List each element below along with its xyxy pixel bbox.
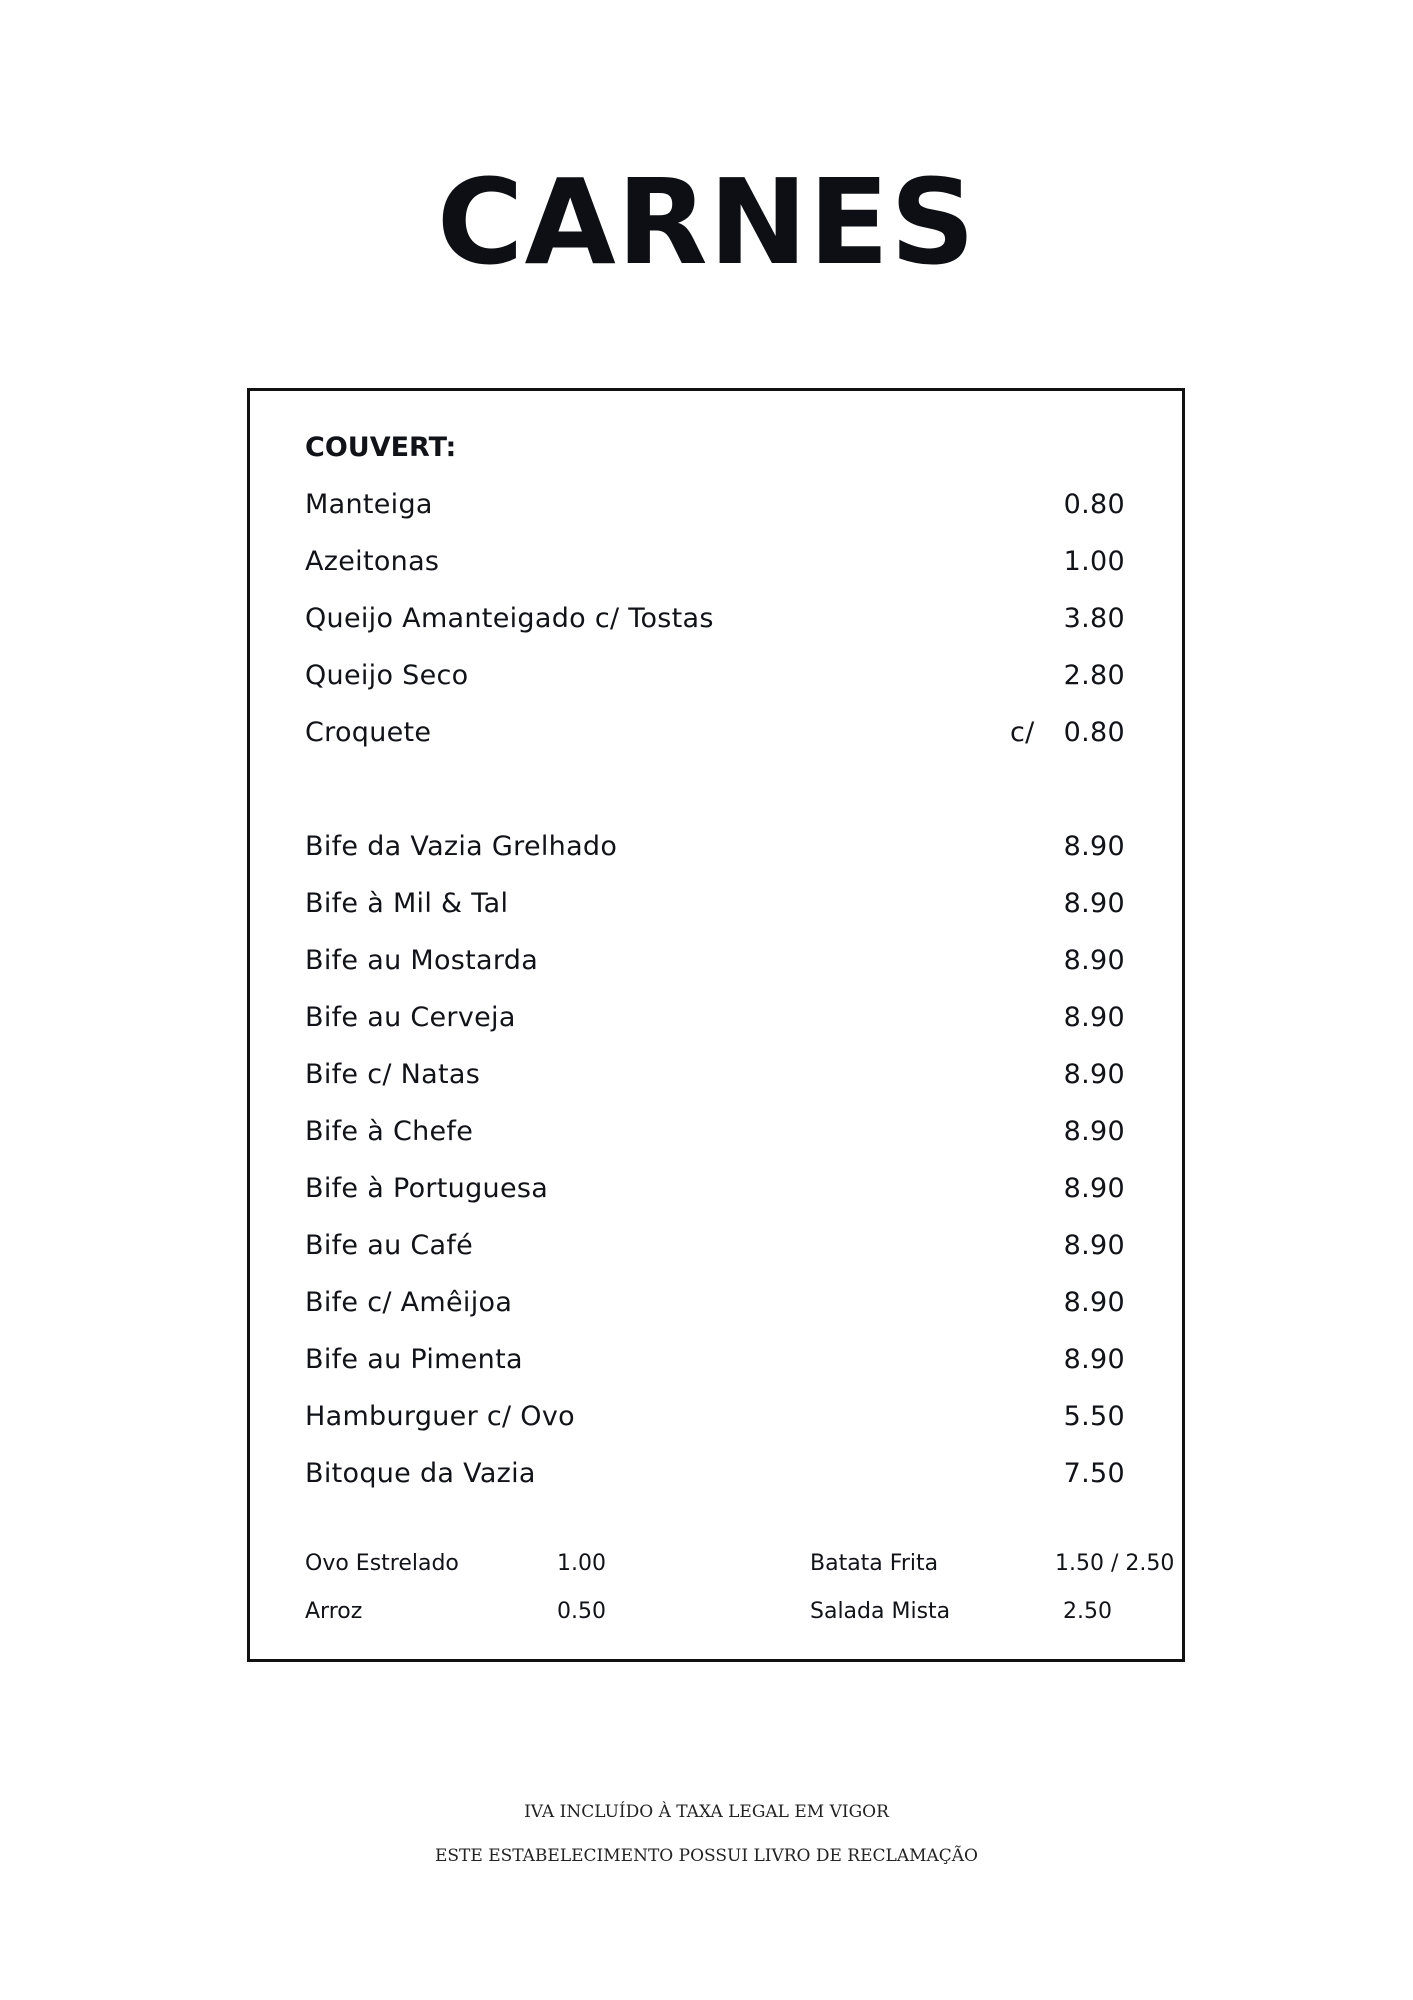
menu-item-price: 8.90 (1063, 888, 1125, 919)
side-dish-price: 1.50 / 2.50 (1055, 1551, 1175, 1576)
side-dishes-row (305, 1547, 1185, 1581)
side-dish-price: 1.00 (557, 1551, 606, 1576)
menu-item-manteiga (305, 485, 1125, 525)
side-dish-price: 2.50 (1063, 1599, 1112, 1624)
menu-item-price: 1.00 (1063, 546, 1125, 577)
menu-item-price: 8.90 (1063, 1173, 1125, 1204)
menu-item-bife-ameijoa (305, 1283, 1125, 1323)
side-dish-name: Arroz (305, 1599, 363, 1624)
footer-vat-notice: IVA INCLUÍDO À TAXA LEGAL EM VIGOR (524, 1802, 889, 1822)
menu-item-price: 3.80 (1063, 603, 1125, 634)
menu-item-name: Bife c/ Amêijoa (305, 1287, 513, 1318)
menu-item-name: Bife c/ Natas (305, 1059, 481, 1090)
menu-item-price: 2.80 (1063, 660, 1125, 691)
menu-item-price: 8.90 (1063, 1287, 1125, 1318)
menu-item-name: Queijo Seco (305, 660, 469, 691)
menu-item-bife-cerveja (305, 998, 1125, 1038)
menu-item-name: Bife au Café (305, 1230, 474, 1261)
menu-item-name: Bife au Cerveja (305, 1002, 516, 1033)
menu-item-name: Bife à Mil & Tal (305, 888, 509, 919)
menu-item-price: 8.90 (1063, 1230, 1125, 1261)
menu-item-price: 8.90 (1063, 831, 1125, 862)
menu-item-name: Queijo Amanteigado c/ Tostas (305, 603, 714, 634)
menu-item-bife-cafe (305, 1226, 1125, 1266)
menu-item-price: 0.80 (1063, 489, 1125, 520)
menu-item-name: Bife au Pimenta (305, 1344, 523, 1375)
menu-item-price: 8.90 (1063, 1116, 1125, 1147)
menu-item-price: 8.90 (1063, 1002, 1125, 1033)
menu-item-azeitonas (305, 542, 1125, 582)
side-dish-name: Ovo Estrelado (305, 1551, 459, 1576)
menu-item-name: Bitoque da Vazia (305, 1458, 536, 1489)
menu-item-name: Bife à Chefe (305, 1116, 474, 1147)
menu-item-queijo-amanteigado (305, 599, 1125, 639)
menu-item-bife-mil-tal (305, 884, 1125, 924)
menu-item-bife-portuguesa (305, 1169, 1125, 1209)
menu-item-name: Bife da Vazia Grelhado (305, 831, 618, 862)
footer-complaints-notice: ESTE ESTABELECIMENTO POSSUI LIVRO DE RECLAMAÇÃO (434, 1846, 978, 1866)
side-dish-name: Salada Mista (810, 1599, 951, 1624)
page-title: CARNES (436, 153, 977, 291)
menu-item-queijo-seco (305, 656, 1125, 696)
menu-item-price: 0.80 (1063, 717, 1125, 748)
menu-item-bife-vazia-grelhado (305, 827, 1125, 867)
menu-item-bitoque-vazia (305, 1454, 1125, 1494)
couvert-heading: COUVERT: (305, 432, 457, 463)
menu-item-price: 5.50 (1063, 1401, 1125, 1432)
menu-item-name: Bife à Portuguesa (305, 1173, 549, 1204)
menu-item-name: Azeitonas (305, 546, 440, 577)
menu-item-bife-chefe (305, 1112, 1125, 1152)
menu-item-name: Manteiga (305, 489, 433, 520)
menu-item-price: 7.50 (1063, 1458, 1125, 1489)
menu-item-name: Croquete (305, 717, 432, 748)
menu-item-note: c/ (1010, 717, 1035, 748)
menu-item-bife-mostarda (305, 941, 1125, 981)
menu-item-croquete (305, 713, 1125, 753)
menu-item-name: Bife au Mostarda (305, 945, 539, 976)
menu-item-bife-pimenta (305, 1340, 1125, 1380)
menu-box (247, 388, 1185, 1662)
menu-item-price: 8.90 (1063, 1344, 1125, 1375)
menu-item-bife-natas (305, 1055, 1125, 1095)
side-dishes-row (305, 1595, 1185, 1629)
menu-item-hamburguer-ovo (305, 1397, 1125, 1437)
side-dish-name: Batata Frita (810, 1551, 939, 1576)
menu-item-price: 8.90 (1063, 1059, 1125, 1090)
menu-item-price: 8.90 (1063, 945, 1125, 976)
menu-item-name: Hamburguer c/ Ovo (305, 1401, 575, 1432)
side-dish-price: 0.50 (557, 1599, 606, 1624)
